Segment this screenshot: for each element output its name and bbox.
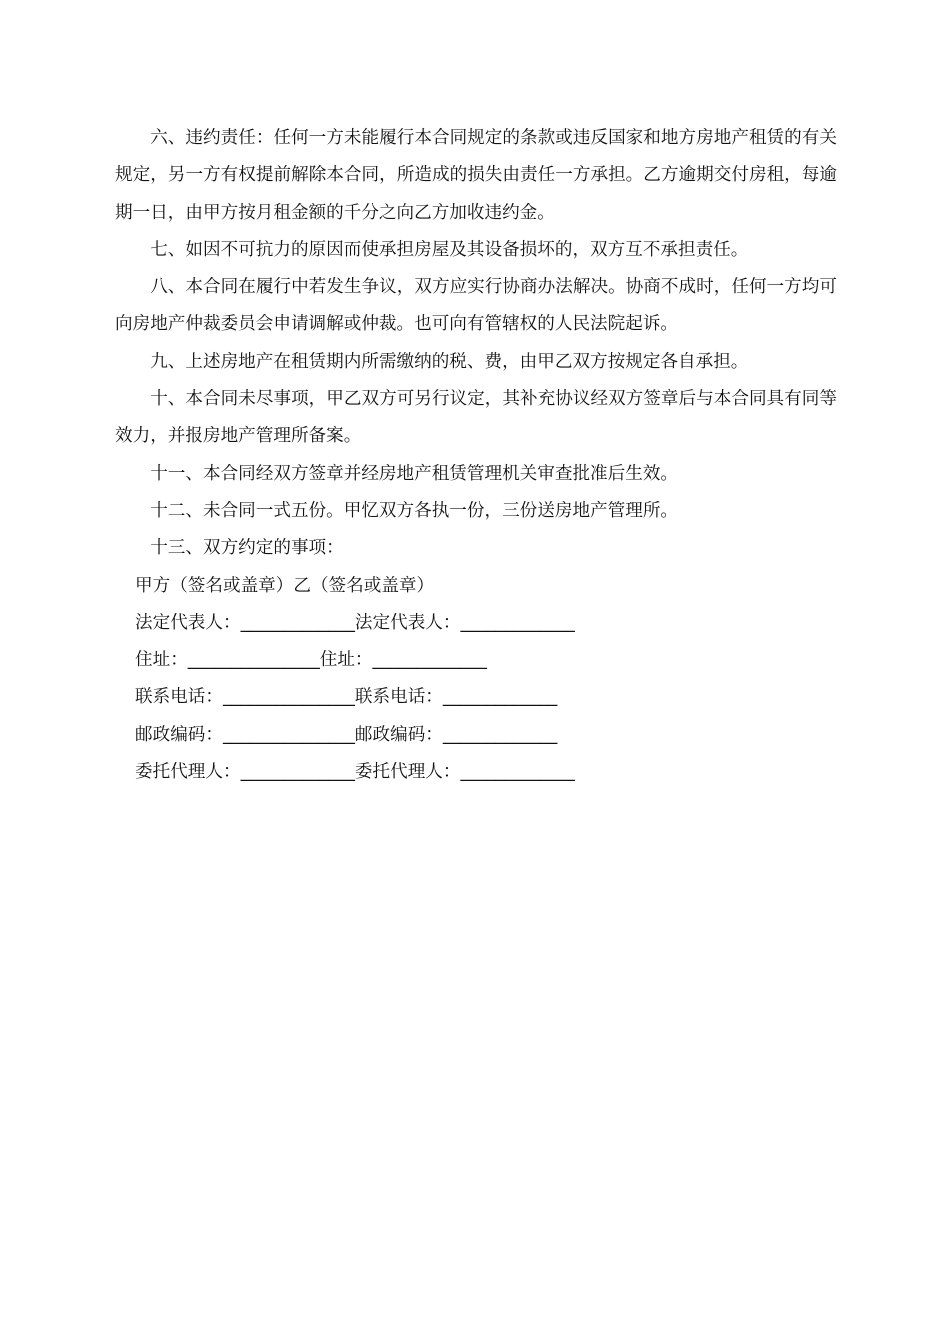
signature-postcode: 邮政编码：_______________邮政编码：_____________ bbox=[135, 724, 558, 745]
clause-dispute-resolution: 八、本合同在履行中若发生争议，双方应实行协商办法解决。协商不成时，任何一方均可向房地产仲裁委员会申请调解或仲裁。也可向有管辖权的人民法院起诉。 bbox=[115, 277, 837, 335]
contract-page bbox=[115, 120, 837, 791]
clause-taxes-fees: 九、上述房地产在租赁期内所需缴纳的税、费，由甲乙双方按规定各自承担。 bbox=[150, 351, 749, 372]
clause-agreed-matters: 十三、双方约定的事项： bbox=[150, 538, 344, 559]
clause-breach-liability: 六、违约责任：任何一方未能履行本合同规定的条款或违反国家和地方房地产租赁的有关规定，另一方有权提前解除本合同，所造成的损失由责任一方承担。乙方逾期交付房租，每逾期一日，由甲方按月租金额的千分之向乙方加收违约金。 bbox=[115, 128, 837, 223]
signature-header: 甲方（签名或盖章）乙（签名或盖章） bbox=[135, 575, 435, 596]
signature-phone: 联系电话：_______________联系电话：_____________ bbox=[135, 687, 558, 708]
signature-legal-representative: 法定代表人：_____________法定代表人：_____________ bbox=[135, 612, 575, 633]
clause-supplementary-agreement: 十、本合同未尽事项，甲乙双方可另行议定，其补充协议经双方签章后与本合同具有同等效力，并报房地产管理所备案。 bbox=[115, 389, 837, 447]
signature-agent: 委托代理人：_____________委托代理人：_____________ bbox=[135, 762, 575, 783]
signature-address: 住址：_______________住址：_____________ bbox=[135, 650, 487, 671]
clause-effectiveness: 十一、本合同经双方签章并经房地产租赁管理机关审查批准后生效。 bbox=[150, 463, 679, 484]
clause-force-majeure: 七、如因不可抗力的原因而使承担房屋及其设备损坏的，双方互不承担责任。 bbox=[150, 239, 749, 260]
clause-copies: 十二、未合同一式五份。甲忆双方各执一份，三份送房地产管理所。 bbox=[150, 500, 679, 521]
